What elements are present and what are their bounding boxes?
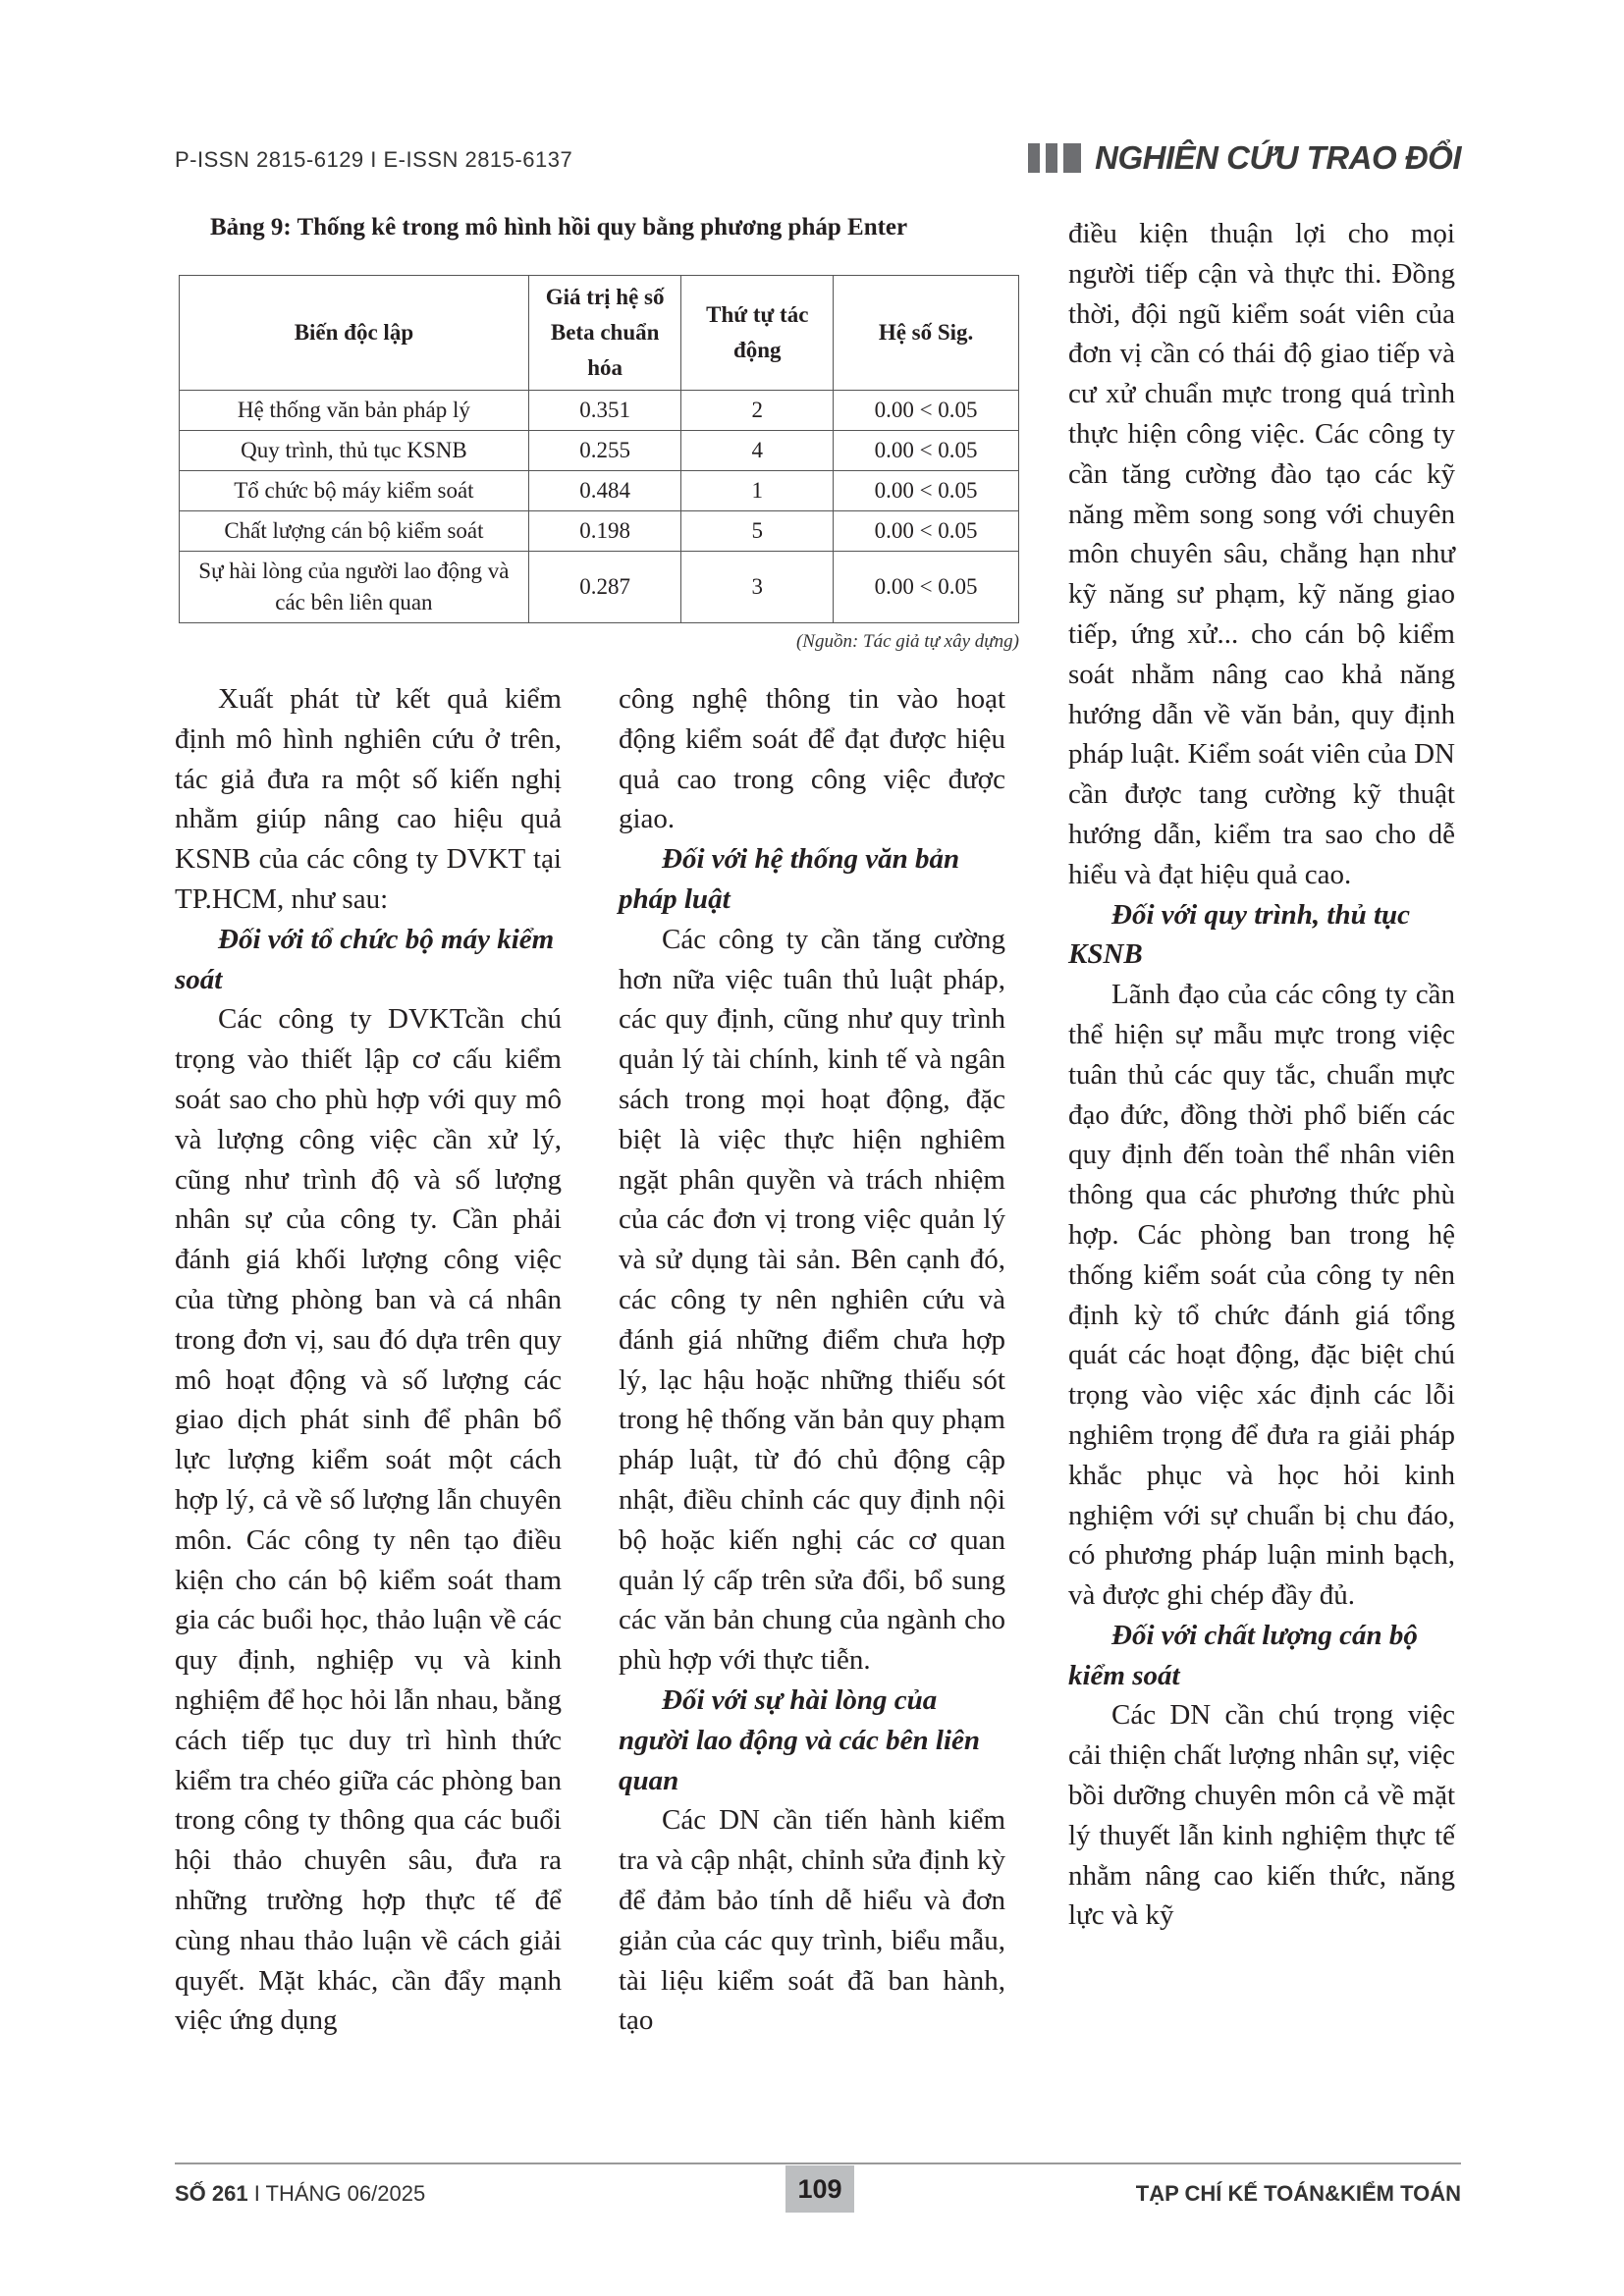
table-row	[180, 511, 1019, 552]
table-cell: Chất lượng cán bộ kiểm soát	[180, 511, 529, 552]
table-cell: 5	[681, 511, 834, 552]
header-cell: Thứ tự tác động	[681, 276, 834, 391]
paragraph: Xuất phát từ kết quả kiểm định mô hình nghiên cứu ở trên, tác giả đưa ra một số kiến nghị nhằm giúp nâng cao hiệu quả KSNB của các công ty DVKT tại TP.HCM, như sau:	[175, 683, 562, 915]
table-cell: 0.287	[528, 552, 681, 623]
table-cell: 0.00 < 0.05	[834, 511, 1019, 552]
header-cell: Giá trị hệ số Beta chuẩn hóa	[528, 276, 681, 391]
issn-label: P-ISSN 2815-6129 I E-ISSN 2815-6137	[175, 147, 573, 172]
table-cell: 0.198	[528, 511, 681, 552]
issue-label	[175, 2181, 425, 2207]
table-cell: 0.351	[528, 391, 681, 431]
table-cell: 0.00 < 0.05	[834, 552, 1019, 623]
table-row	[180, 471, 1019, 511]
paragraph: Các DN cần tiến hành kiểm tra và cập nhật, chỉnh sửa định kỳ để đảm bảo tính dễ hiểu và đơn giản của các quy trình, biểu mẫu, tài liệu kiểm soát đã ban hành, tạo	[619, 1804, 1005, 2037]
table-row	[180, 552, 1019, 623]
footer-divider	[175, 2163, 1461, 2164]
journal-name: TẠP CHÍ KẾ TOÁN&KIỂM TOÁN	[1135, 2181, 1461, 2206]
table-cell: 3	[681, 552, 834, 623]
table-cell: 0.484	[528, 471, 681, 511]
paragraph: điều kiện thuận lợi cho mọi người tiếp cận và thực thi. Đồng thời, đội ngũ kiểm soát viên của đơn vị cần có thái độ giao tiếp và cư xử chuẩn mực trong quá trình thực hiện công việc. Các công ty cần tăng cường đào tạo các kỹ năng mềm song song với chuyên môn chuyên sâu, chẳng hạn như kỹ năng sư phạm, kỹ năng giao tiếp, ứng xử... cho cán bộ kiểm soát nhằm nâng cao khả năng hướng dẫn về văn bản, quy định pháp luật. Kiểm soát viên của DN cần được tang cường kỹ thuật hướng dẫn, kiểm tra sao cho dễ hiểu và đạt hiệu quả cao.	[1068, 218, 1455, 890]
header-cell: Biến độc lập	[180, 276, 529, 391]
section-title: NGHIÊN CỨU TRAO ĐỔI	[1095, 139, 1461, 176]
table-cell: Hệ thống văn bản pháp lý	[180, 391, 529, 431]
table-cell: Quy trình, thủ tục KSNB	[180, 431, 529, 471]
table-header-row	[180, 276, 1019, 391]
section-brand	[1028, 139, 1461, 177]
text-column-3	[1068, 214, 1455, 1936]
text-column-2	[619, 679, 1005, 2041]
paragraph: Các công ty cần tăng cường hơn nữa việc tuân thủ luật pháp, các quy định, cũng như quy trình quản lý tài chính, kinh tế và ngân sách trong mọi hoạt động, đặc biệt là việc thực hiện nghiêm ngặt phân quyền và trách nhiệm của các đơn vị trong việc quản lý và sử dụng tài sản. Bên cạnh đó, các công ty nên nghiên cứu và đánh giá những điểm chưa hợp lý, lạc hậu hoặc những thiếu sót trong hệ thống văn bản quy phạm pháp luật, từ đó chủ động cập nhật, điều chỉnh các quy định nội bộ hoặc kiến nghị các cơ quan quản lý cấp trên sửa đổi, bổ sung các văn bản chung của ngành cho phù hợp với thực tiễn.	[619, 923, 1005, 1677]
table-cell: Tổ chức bộ máy kiểm soát	[180, 471, 529, 511]
table-cell: 0.00 < 0.05	[834, 391, 1019, 431]
section-heading: Đối với tổ chức bộ máy kiểm soát	[175, 923, 555, 995]
table-source: (Nguồn: Tác giả tự xây dựng)	[795, 631, 1019, 652]
table-cell: 1	[681, 471, 834, 511]
regression-table	[179, 275, 1019, 623]
section-heading: Đối với sự hài lòng của người lao động và các bên liên quan	[619, 1683, 981, 1796]
paragraph: công nghệ thông tin vào hoạt động kiểm soát để đạt được hiệu quả cao trong công việc được giao.	[619, 683, 1005, 835]
text-column-1	[175, 679, 562, 2041]
table-caption: Bảng 9: Thống kê trong mô hình hồi quy bằng phương pháp Enter	[210, 214, 908, 240]
table-cell: 2	[681, 391, 834, 431]
paragraph: Lãnh đạo của các công ty cần thể hiện sự mẫu mực trong việc tuân thủ các quy tắc, chuẩn mực đạo đức, đồng thời phổ biến các quy định đến toàn thể nhân viên thông qua các phương thức phù hợp. Các phòng ban trong hệ thống kiểm soát của công ty nên định kỳ tổ chức đánh giá tổng quát các hoạt động, đặc biệt chú trọng vào việc xác định các lỗi nghiêm trọng để đưa ra giải pháp khắc phục và học hỏi kinh nghiệm với sự chuẩn bị chu đáo, có phương pháp luận minh bạch, và được ghi chép đầy đủ.	[1068, 979, 1455, 1612]
brand-bar-icon	[1028, 143, 1040, 173]
header-cell: Hệ số Sig.	[834, 276, 1019, 391]
issue-number: SỐ 261	[175, 2181, 248, 2206]
table-cell: 0.00 < 0.05	[834, 471, 1019, 511]
table-cell: 0.00 < 0.05	[834, 431, 1019, 471]
page-number: 109	[785, 2165, 854, 2213]
section-heading: Đối với chất lượng cán bộ kiểm soát	[1068, 1619, 1418, 1691]
section-heading: Đối với hệ thống văn bản pháp luật	[619, 843, 960, 915]
brand-bar-icon	[1063, 143, 1081, 173]
section-heading: Đối với quy trình, thủ tục KSNB	[1068, 898, 1411, 971]
table-cell: 0.255	[528, 431, 681, 471]
paragraph: Các công ty DVKTcần chú trọng vào thiết lập cơ cấu kiểm soát sao cho phù hợp với quy mô và lượng công việc cần xử lý, cũng như trình độ và số lượng nhân sự của công ty. Cần phải đánh giá khối lượng công việc của từng phòng ban và cá nhân trong đơn vị, sau đó dựa trên quy mô hoạt động và số lượng các giao dịch phát sinh để phân bổ lực lượng kiểm soát một cách hợp lý, cả về số lượng lẫn chuyên môn. Các công ty nên tạo điều kiện cho cán bộ kiểm soát tham gia các buổi học, thảo luận về các quy định, nghiệp vụ và kinh nghiệm để học hỏi lẫn nhau, bằng cách tiếp tục duy trì hình thức kiểm tra chéo giữa các phòng ban trong công ty thông qua các buổi hội thảo chuyên sâu, đưa ra những trường hợp thực tế để cùng nhau thảo luận về cách giải quyết. Mặt khác, cần đẩy mạnh việc ứng dụng	[175, 1003, 562, 2037]
table-cell: Sự hài lòng của người lao động và các bên liên quan	[180, 552, 529, 623]
table-row	[180, 431, 1019, 471]
table-row	[180, 391, 1019, 431]
issue-date: I THÁNG 06/2025	[247, 2181, 426, 2206]
brand-bar-icon	[1046, 143, 1057, 173]
table-cell: 4	[681, 431, 834, 471]
paragraph: Các DN cần chú trọng việc cải thiện chất lượng nhân sự, việc bồi dưỡng chuyên môn cả về mặt lý thuyết lẫn kinh nghiệm thực tế nhằm nâng cao kiến thức, năng lực và kỹ	[1068, 1699, 1455, 1932]
